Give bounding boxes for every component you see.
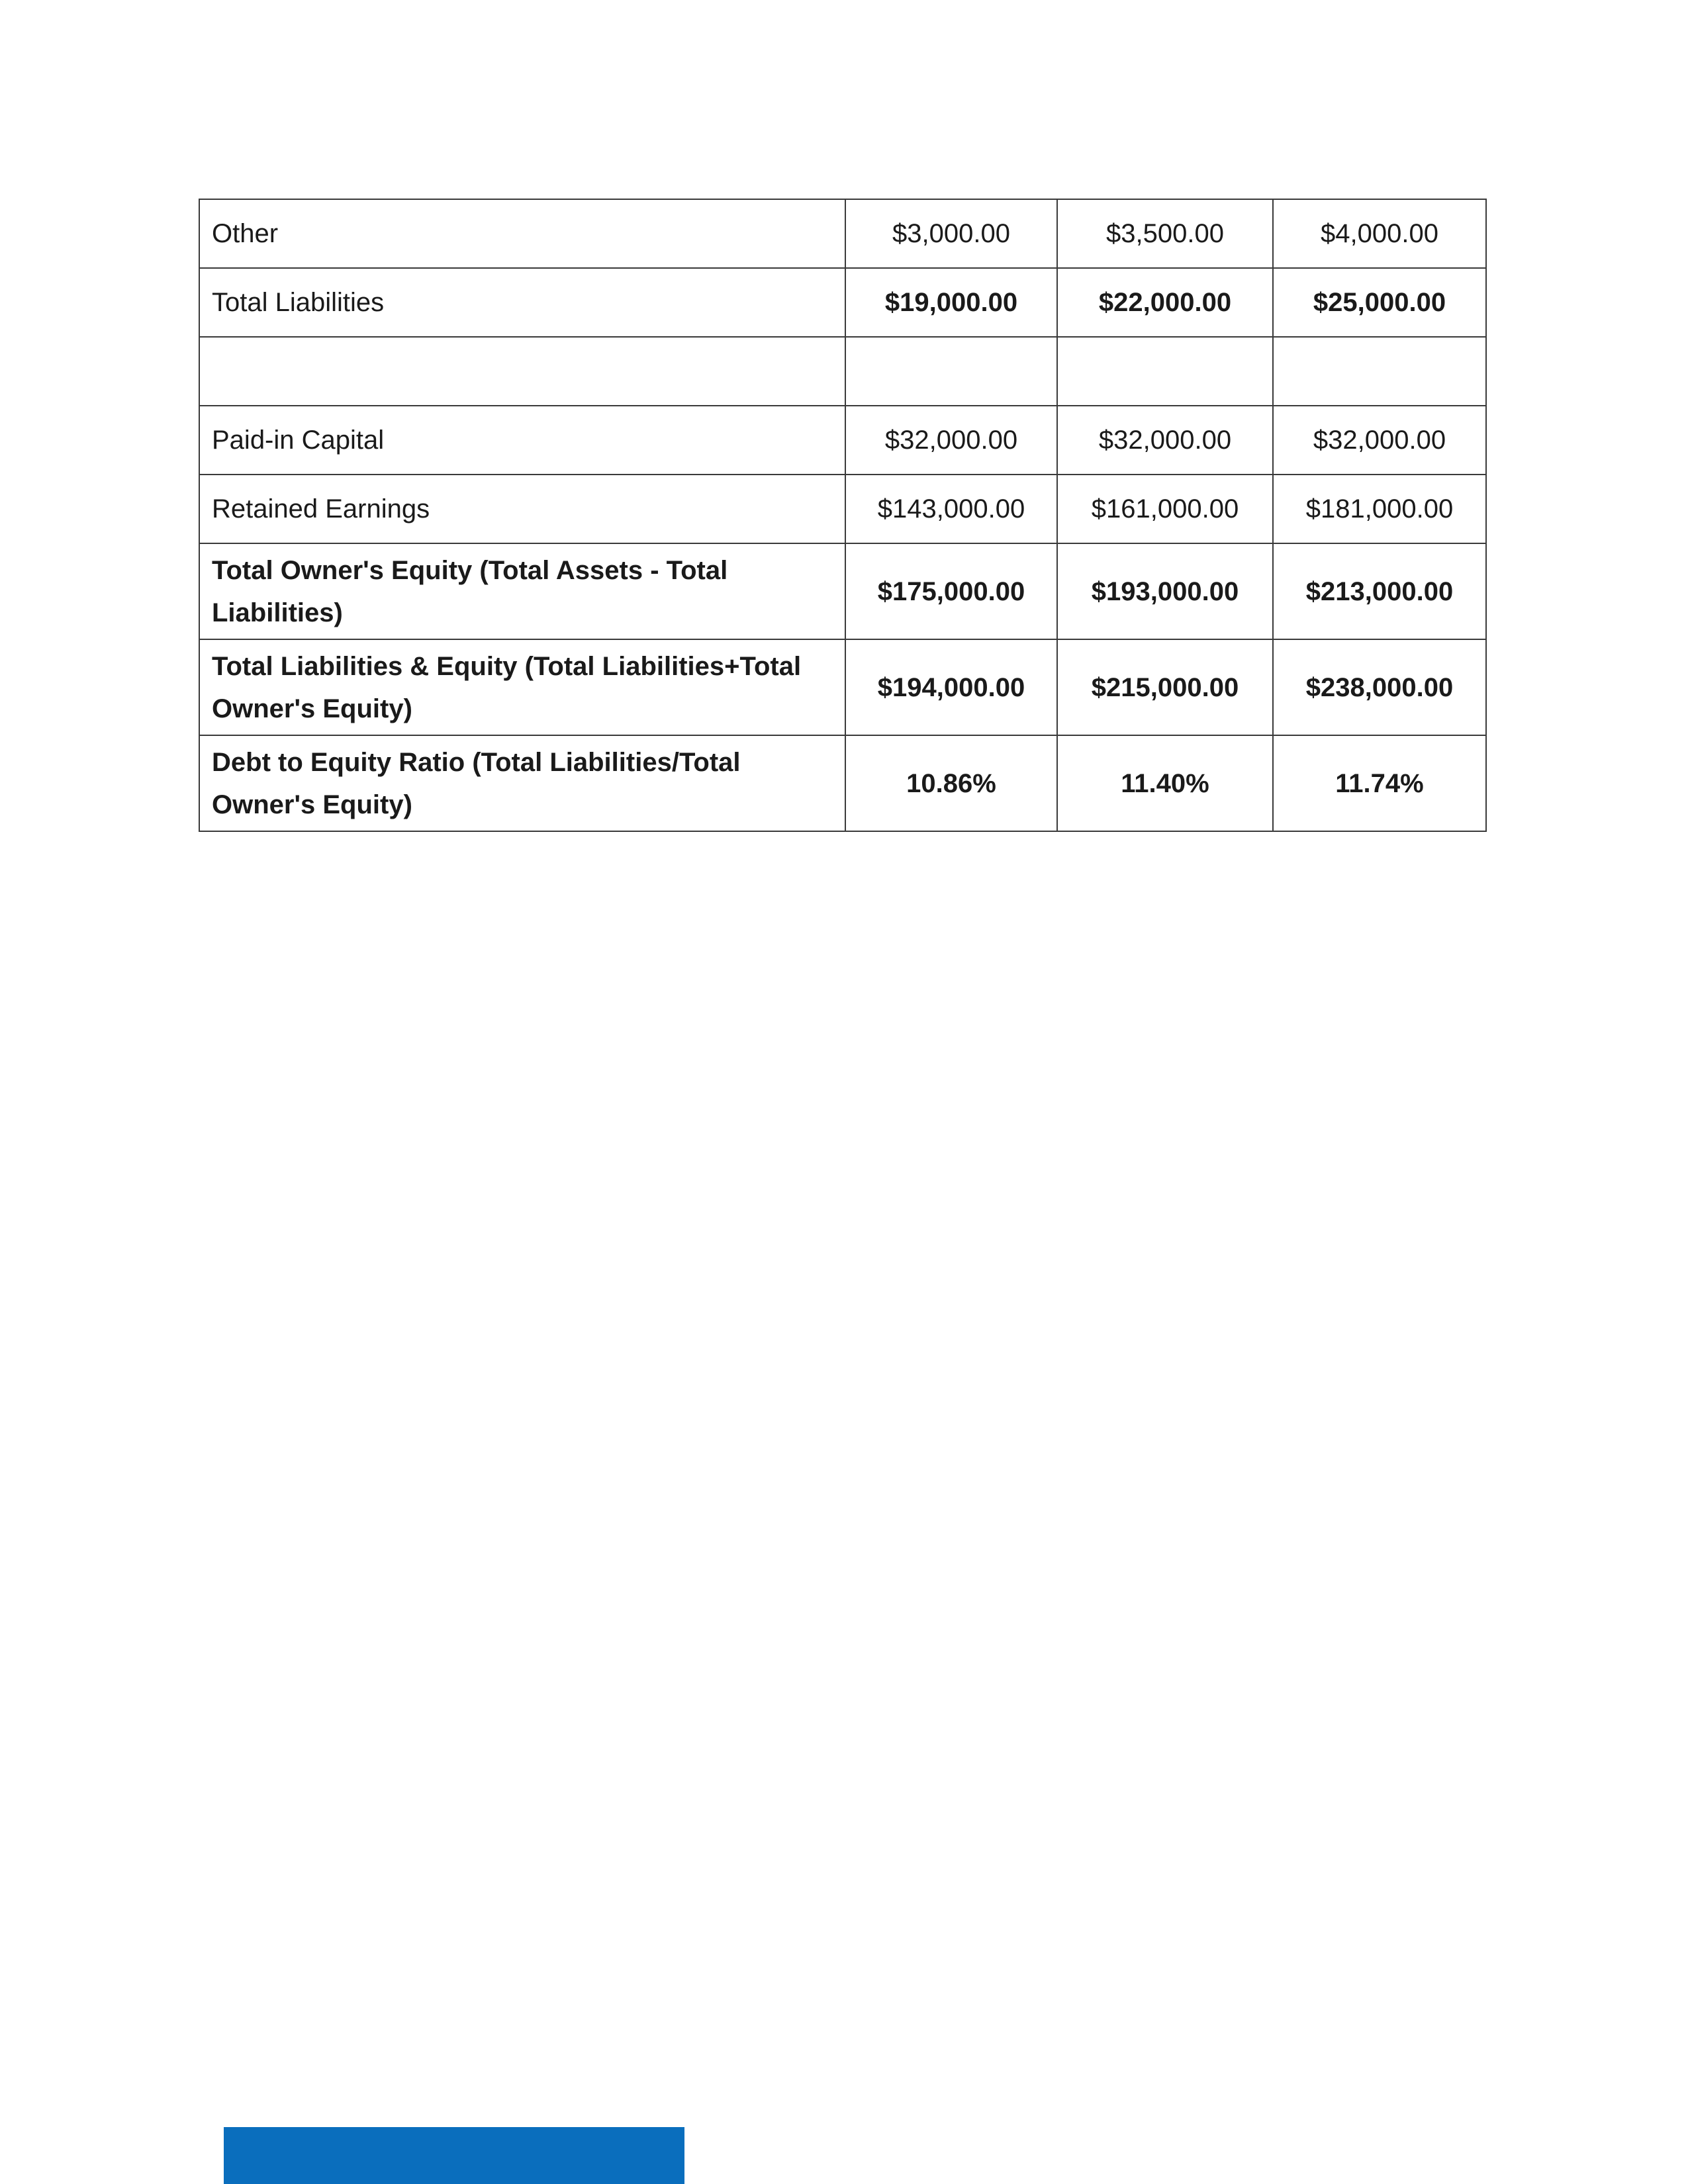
cell-value: [1273, 337, 1486, 406]
footer-accent-bar: [224, 2127, 684, 2184]
table-row-debt-to-equity: [199, 735, 1486, 831]
cell-value: 11.74%: [1273, 735, 1486, 831]
row-label: Total Liabilities: [199, 268, 845, 337]
cell-value: 11.40%: [1057, 735, 1273, 831]
cell-value: $143,000.00: [845, 475, 1057, 543]
cell-value: $213,000.00: [1273, 543, 1486, 639]
cell-value: $194,000.00: [845, 639, 1057, 735]
cell-value: $193,000.00: [1057, 543, 1273, 639]
cell-value: $25,000.00: [1273, 268, 1486, 337]
table-row-retained-earnings: [199, 475, 1486, 543]
cell-value: $3,000.00: [845, 199, 1057, 268]
row-label: Debt to Equity Ratio (Total Liabilities/Total Owner's Equity): [199, 735, 845, 831]
table-row-other: [199, 199, 1486, 268]
table-row-total-liabilities: [199, 268, 1486, 337]
row-label: Total Liabilities & Equity (Total Liabilities+Total Owner's Equity): [199, 639, 845, 735]
row-label: Paid-in Capital: [199, 406, 845, 475]
balance-sheet-table: [199, 199, 1487, 832]
row-label: [199, 337, 845, 406]
cell-value: $32,000.00: [845, 406, 1057, 475]
cell-value: $3,500.00: [1057, 199, 1273, 268]
cell-value: $4,000.00: [1273, 199, 1486, 268]
row-label: Total Owner's Equity (Total Assets - Total Liabilities): [199, 543, 845, 639]
cell-value: $32,000.00: [1273, 406, 1486, 475]
table-row-total-liabilities-equity: [199, 639, 1486, 735]
table-row-paid-in-capital: [199, 406, 1486, 475]
cell-value: $215,000.00: [1057, 639, 1273, 735]
table-row-total-owners-equity: [199, 543, 1486, 639]
cell-value: $181,000.00: [1273, 475, 1486, 543]
cell-value: $161,000.00: [1057, 475, 1273, 543]
table-row-empty: [199, 337, 1486, 406]
row-label: Retained Earnings: [199, 475, 845, 543]
cell-value: [1057, 337, 1273, 406]
cell-value: $175,000.00: [845, 543, 1057, 639]
cell-value: [845, 337, 1057, 406]
cell-value: $32,000.00: [1057, 406, 1273, 475]
cell-value: $22,000.00: [1057, 268, 1273, 337]
cell-value: $19,000.00: [845, 268, 1057, 337]
row-label: Other: [199, 199, 845, 268]
cell-value: $238,000.00: [1273, 639, 1486, 735]
cell-value: 10.86%: [845, 735, 1057, 831]
